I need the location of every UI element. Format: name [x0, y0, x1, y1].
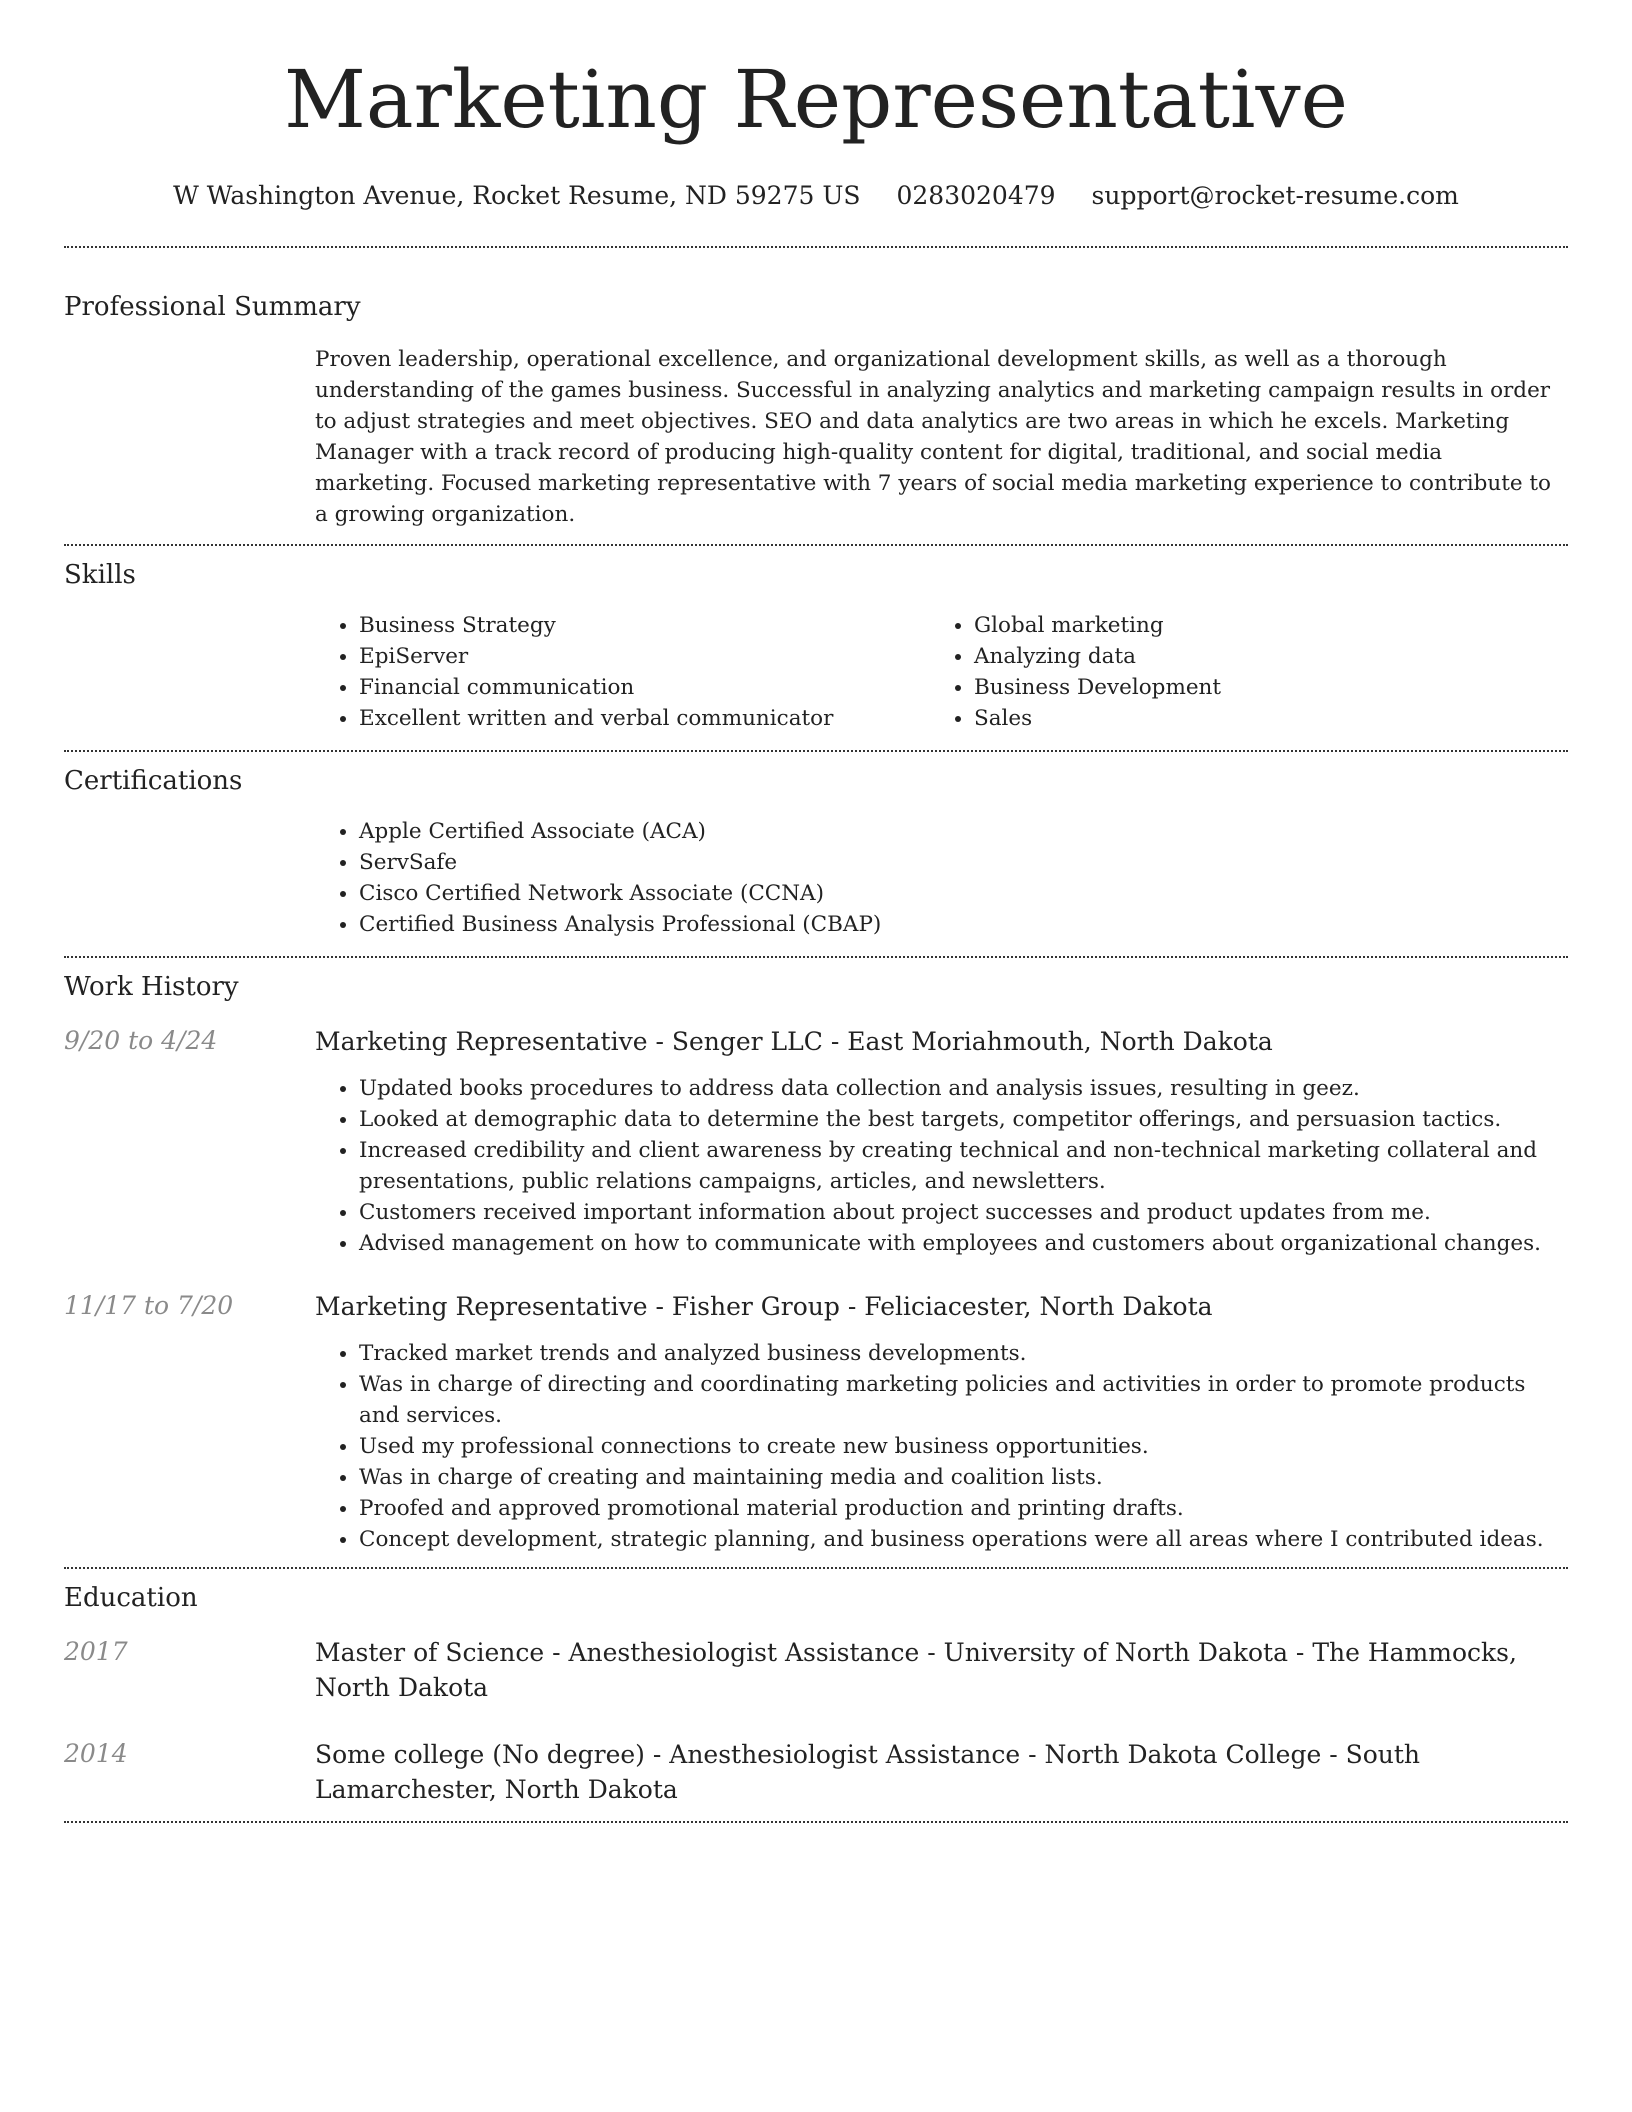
- education-heading: Education: [64, 1583, 198, 1613]
- work-bullet: • Increased credibility and client awareness by creating technical and non-technical marketing collateral and presentations, public relations campaigns, articles, and newsletters.: [359, 1135, 1568, 1197]
- contact-line: [64, 180, 1568, 212]
- work-dates: 11/17 to 7/20: [64, 1291, 234, 1320]
- certification-item: • Apple Certified Associate (ACA): [359, 816, 1568, 847]
- skills-list-left: [315, 610, 930, 734]
- work-dates: 9/20 to 4/24: [64, 1026, 218, 1055]
- skill-item: • Sales: [974, 703, 1545, 734]
- work-bullet: • Advised management on how to communicate with employees and customers about organizational changes.: [359, 1228, 1568, 1259]
- education-entry: [64, 1635, 1568, 1705]
- work-bullet: • Was in charge of creating and maintaining media and coalition lists.: [359, 1462, 1568, 1493]
- certification-item: • ServSafe: [359, 847, 1568, 878]
- skill-item: • Business Strategy: [359, 610, 930, 641]
- education-title: Master of Science - Anesthesiologist Assistance - University of North Dakota - The Hammocks, North Dakota: [315, 1638, 1517, 1702]
- summary-section: [64, 248, 1568, 544]
- work-history-section: [64, 958, 1568, 1567]
- candidate-name: Marketing Representative: [284, 53, 1348, 146]
- work-entry: [64, 1024, 1568, 1259]
- skill-item: • Analyzing data: [974, 641, 1545, 672]
- skills-body: [315, 610, 1568, 734]
- skills-list-right: [930, 610, 1545, 734]
- work-bullet-list: [315, 1338, 1568, 1555]
- summary-text: Proven leadership, operational excellence, and organizational development skills, as well as a thorough understanding of the games business. Successful in analyzing analytics and marketing campaign results in order to adjust strategies and meet objectives. SEO and data analytics are two areas in which he excels. Marketing Manager with a track record of producing high-quality content for digital, traditional, and social media marketing. Focused marketing representative with 7 years of social media marketing experience to contribute to a growing organization.: [315, 347, 1551, 527]
- summary-body: [315, 344, 1568, 530]
- certification-item: • Cisco Certified Network Associate (CCNA): [359, 878, 1568, 909]
- work-bullet: • Updated books procedures to address data collection and analysis issues, resulting in geez.: [359, 1073, 1568, 1104]
- education-details: [315, 1737, 1568, 1807]
- education-year: 2017: [64, 1637, 128, 1666]
- education-details: [315, 1635, 1568, 1705]
- skills-section: [64, 546, 1568, 750]
- work-bullet: • Concept development, strategic planning, and business operations were all areas where I contributed ideas.: [359, 1524, 1568, 1555]
- work-bullet: • Proofed and approved promotional material production and printing drafts.: [359, 1493, 1568, 1524]
- section-divider: [64, 1821, 1568, 1823]
- work-history-heading: Work History: [64, 972, 239, 1002]
- skill-item: • Excellent written and verbal communicator: [359, 703, 930, 734]
- skill-item: • Global marketing: [974, 610, 1545, 641]
- work-bullet: • Customers received important information about project successes and product updates from me.: [359, 1197, 1568, 1228]
- education-title: Some college (No degree) - Anesthesiologist Assistance - North Dakota College - South Lamarchester, North Dakota: [315, 1740, 1421, 1804]
- certifications-list: [315, 816, 1568, 940]
- work-bullets: [315, 1073, 1568, 1259]
- contact-phone: 0283020479: [896, 181, 1056, 210]
- certifications-body: [315, 816, 1568, 940]
- skill-item: • Financial communication: [359, 672, 930, 703]
- work-title: Marketing Representative - Senger LLC - East Moriahmouth, North Dakota: [315, 1027, 1273, 1056]
- skills-heading: Skills: [64, 560, 136, 590]
- work-details: [315, 1024, 1568, 1259]
- resume-header: [64, 0, 1568, 212]
- skill-item: • Business Development: [974, 672, 1545, 703]
- contact-address: W Washington Avenue, Rocket Resume, ND 59275 US: [173, 181, 861, 210]
- skill-item: • EpiServer: [359, 641, 930, 672]
- contact-email: support@rocket-resume.com: [1091, 181, 1459, 210]
- work-title: Marketing Representative - Fisher Group - Feliciacester, North Dakota: [315, 1292, 1213, 1321]
- work-bullet: • Used my professional connections to create new business opportunities.: [359, 1431, 1568, 1462]
- education-section: [64, 1569, 1568, 1821]
- work-entry: [64, 1289, 1568, 1555]
- work-bullet-list: [315, 1073, 1568, 1259]
- education-year: 2014: [64, 1739, 128, 1768]
- certifications-section: [64, 752, 1568, 956]
- work-bullet: • Looked at demographic data to determine the best targets, competitor offerings, and persuasion tactics.: [359, 1104, 1568, 1135]
- certifications-heading: Certifications: [64, 766, 243, 796]
- summary-heading: Professional Summary: [64, 292, 361, 322]
- work-details: [315, 1289, 1568, 1555]
- education-entry: [64, 1737, 1568, 1807]
- certification-item: • Certified Business Analysis Professional (CBAP): [359, 909, 1568, 940]
- work-bullets: [315, 1338, 1568, 1555]
- work-bullet: • Tracked market trends and analyzed business developments.: [359, 1338, 1568, 1369]
- work-bullet: • Was in charge of directing and coordinating marketing policies and activities in order to promote products and services.: [359, 1369, 1568, 1431]
